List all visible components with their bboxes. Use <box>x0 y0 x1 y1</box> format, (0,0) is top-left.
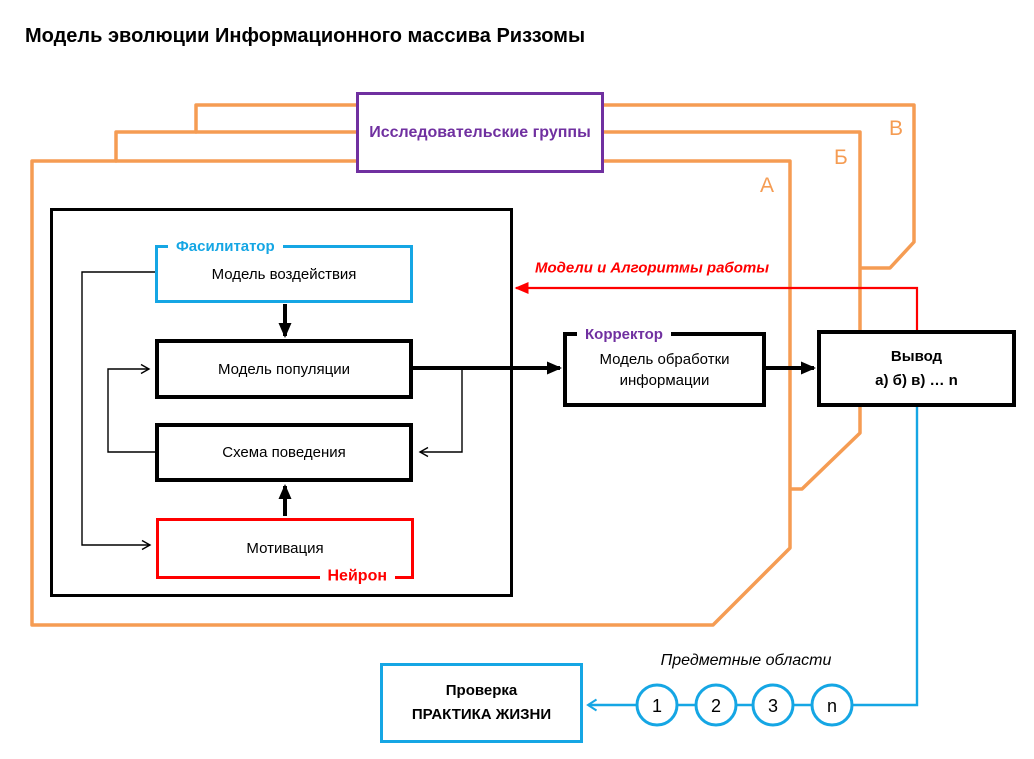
output-label-line1: Вывод <box>890 348 943 366</box>
processing-model-label-line1: Модель обработки <box>599 350 730 368</box>
page-title: Модель эволюции Информационного массива Риззомы <box>25 25 586 47</box>
processing-model-label-line2: информации <box>619 371 710 389</box>
frame-label-v: В <box>889 117 904 140</box>
domains-label: Предметные области <box>660 652 832 669</box>
corrector-tag: Корректор <box>577 327 671 344</box>
research-groups-label: Исследовательские группы <box>369 123 591 141</box>
behavior-scheme-label: Схема поведения <box>222 444 346 461</box>
research-groups-box <box>356 92 604 173</box>
facilitator-tag: Фасилитатор <box>168 239 283 256</box>
motivation-label: Мотивация <box>246 540 324 557</box>
domain-circle-3-label: 3 <box>767 696 779 716</box>
frame-label-b: Б <box>834 146 848 169</box>
output-box <box>817 330 1016 407</box>
behavior-scheme-box <box>155 423 413 482</box>
impact-model-label: Модель воздействия <box>211 265 357 283</box>
output-feedback-red-line <box>516 288 917 330</box>
domain-circle-n-label: n <box>826 696 838 716</box>
feedback-label: Модели и Алгоритмы работы <box>534 259 770 277</box>
population-model-label: Модель популяции <box>218 360 350 378</box>
population-model-box <box>155 339 413 399</box>
neuron-tag: Нейрон <box>320 568 396 586</box>
practice-label-line2: ПРАКТИКА ЖИЗНИ <box>411 706 552 723</box>
frame-label-a: А <box>760 174 775 197</box>
impact-model-box <box>155 238 413 303</box>
output-label-line2: а) б) в) … n <box>875 371 958 389</box>
motivation-box <box>156 518 414 585</box>
processing-model-box <box>563 326 766 407</box>
practice-check-box <box>380 663 583 743</box>
practice-label-line1: Проверка <box>445 682 518 699</box>
domain-circle-1-label: 1 <box>651 696 663 716</box>
domain-circle-2-label: 2 <box>710 696 722 716</box>
